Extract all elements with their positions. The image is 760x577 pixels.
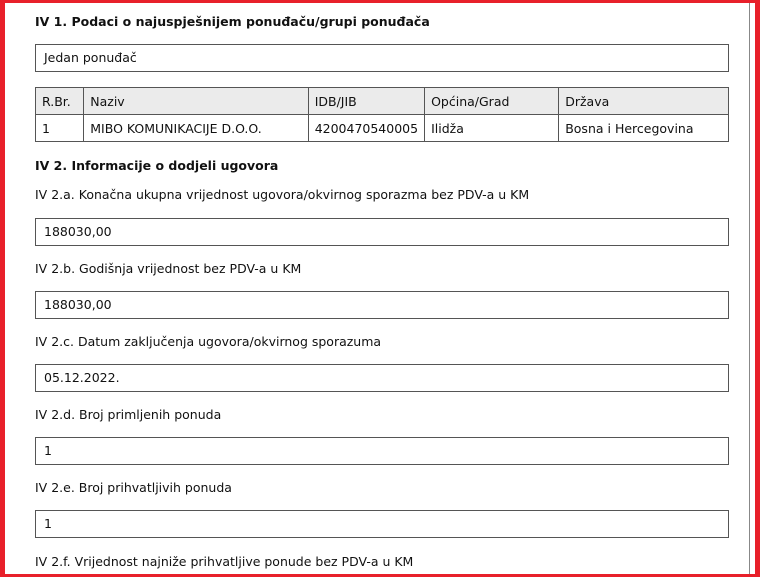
column-header-drzava: Država: [559, 88, 729, 115]
table-header-row: [36, 88, 729, 115]
cell-opcina-grad: Ilidža: [425, 115, 559, 142]
cell-idb-jib: 4200470540005: [308, 115, 424, 142]
section-iv1-heading: IV 1. Podaci o najuspješnijem ponuđaču/grupi ponuđača: [35, 14, 430, 29]
cell-drzava: Bosna i Hercegovina: [559, 115, 729, 142]
iv2f-label: IV 2.f. Vrijednost najniže prihvatljive ponude bez PDV-a u KM: [35, 554, 414, 569]
iv2b-label: IV 2.b. Godišnja vrijednost bez PDV-a u KM: [35, 261, 302, 276]
iv2d-label: IV 2.d. Broj primljenih ponuda: [35, 407, 222, 422]
bidder-type-field: Jedan ponuđač: [35, 44, 729, 72]
iv2c-label: IV 2.c. Datum zaključenja ugovora/okvirnog sporazuma: [35, 334, 382, 349]
iv2e-label: IV 2.e. Broj prihvatljivih ponuda: [35, 480, 232, 495]
page-edge-line: [749, 3, 750, 574]
bidders-table: [35, 87, 729, 142]
iv2c-value-field: 05.12.2022.: [35, 364, 729, 392]
column-header-rbr: R.Br.: [36, 88, 84, 115]
column-header-naziv: Naziv: [84, 88, 308, 115]
column-header-opcina-grad: Općina/Grad: [425, 88, 559, 115]
iv2b-value-field: 188030,00: [35, 291, 729, 319]
table-row: [36, 115, 729, 142]
cell-naziv: MIBO KOMUNIKACIJE D.O.O.: [84, 115, 308, 142]
section-iv2-heading: IV 2. Informacije o dodjeli ugovora: [35, 158, 279, 173]
iv2a-value-field: 188030,00: [35, 218, 729, 246]
iv2a-label: IV 2.a. Konačna ukupna vrijednost ugovora/okvirnog sporazma bez PDV-a u KM: [35, 187, 530, 202]
iv2e-value-field: 1: [35, 510, 729, 538]
cell-rbr: 1: [36, 115, 84, 142]
iv2d-value-field: 1: [35, 437, 729, 465]
column-header-idb-jib: IDB/JIB: [308, 88, 424, 115]
